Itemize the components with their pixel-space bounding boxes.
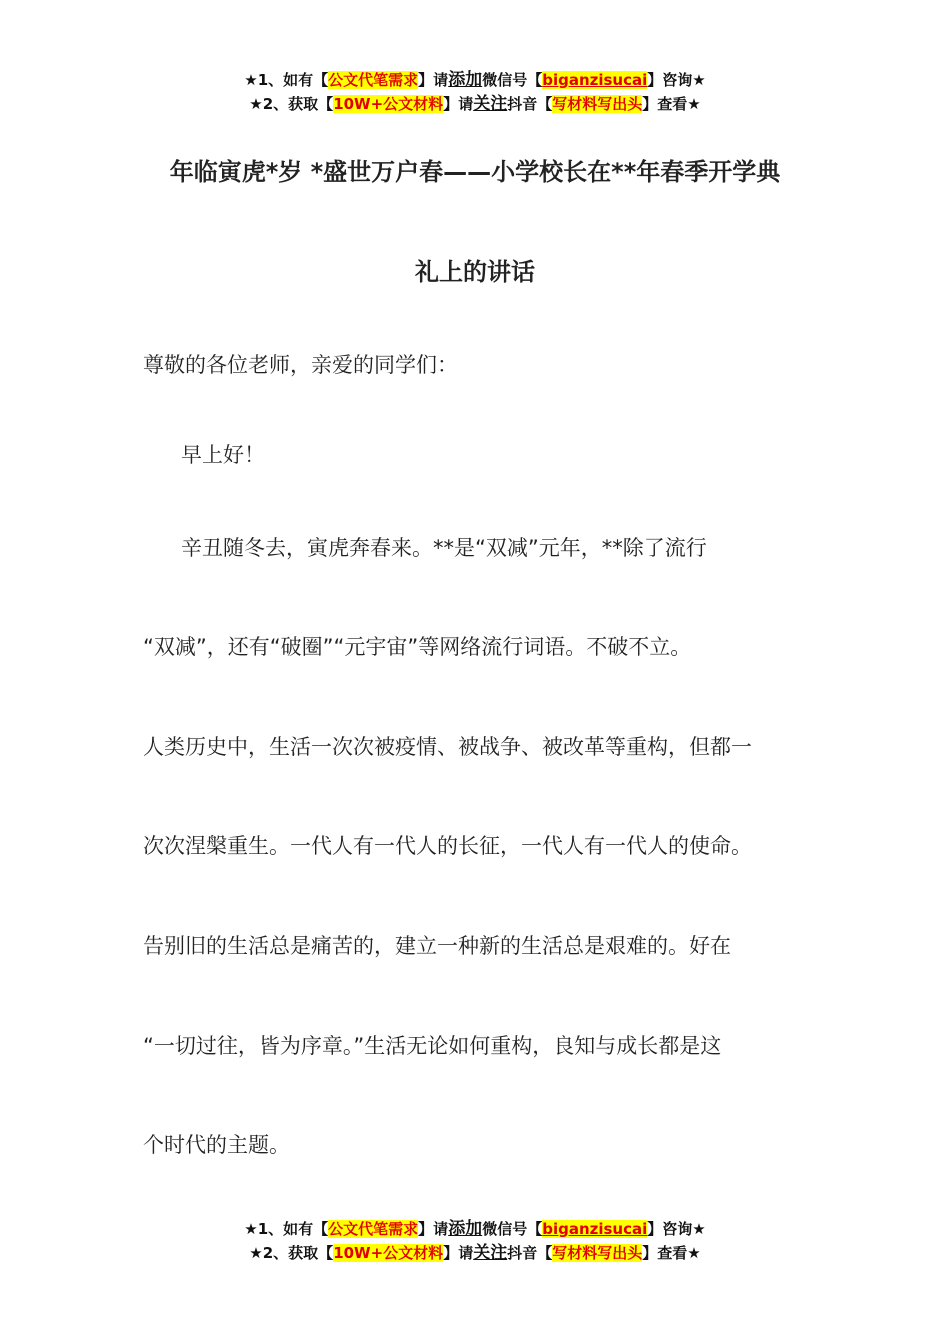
banner-text: 】查看★ bbox=[642, 1244, 701, 1262]
banner-text: 抖音【 bbox=[507, 95, 553, 113]
banner-highlight: 10W+公文材料 bbox=[333, 1244, 444, 1262]
banner-text: 微信号【 bbox=[482, 71, 543, 89]
banner-text: ★2、获取【 bbox=[249, 1244, 334, 1262]
salutation: 尊敬的各位老师，亲爱的同学们： bbox=[143, 353, 458, 377]
greeting: 早上好！ bbox=[181, 443, 265, 467]
document-title-line-1: 年临寅虎*岁 *盛世万户春——小学校长在**年春季开学典 bbox=[169, 158, 781, 186]
body-line: 次次涅槃重生。一代人有一代人的长征，一代人有一代人的使命。 bbox=[143, 834, 752, 858]
banner-text: 抖音【 bbox=[507, 1244, 553, 1262]
body-line: “双减”，还有“破圈”“元宇宙”等网络流行词语。不破不立。 bbox=[143, 635, 692, 659]
banner-highlight: 10W+公文材料 bbox=[333, 95, 444, 113]
banner-text: 】请 bbox=[443, 1244, 474, 1262]
banner-line-2 bbox=[0, 1241, 950, 1265]
banner-text: 】请 bbox=[418, 71, 449, 89]
banner-highlight: 写材料写出头 bbox=[552, 95, 643, 113]
banner-emphasis: 关注 bbox=[473, 94, 508, 114]
footer-banner bbox=[0, 1217, 950, 1265]
banner-highlight: 公文代笔需求 bbox=[328, 1220, 419, 1238]
banner-text: ★2、获取【 bbox=[249, 95, 334, 113]
banner-emphasis: 添加 bbox=[448, 1219, 483, 1239]
body-line: 人类历史中，生活一次次被疫情、被战争、被改革等重构，但都一 bbox=[143, 735, 752, 759]
banner-highlight: 写材料写出头 bbox=[552, 1244, 643, 1262]
banner-text: 】请 bbox=[443, 95, 474, 113]
banner-line-1 bbox=[0, 68, 950, 92]
banner-highlight: 公文代笔需求 bbox=[328, 71, 419, 89]
header-banner bbox=[0, 68, 950, 116]
banner-text: 微信号【 bbox=[482, 1220, 543, 1238]
banner-text: 】咨询★ bbox=[647, 71, 706, 89]
wechat-id-link[interactable]: biganzisucai bbox=[542, 1220, 648, 1238]
banner-emphasis: 关注 bbox=[473, 1243, 508, 1263]
wechat-id-link[interactable]: biganzisucai bbox=[542, 71, 648, 89]
body-line: 辛丑随冬去，寅虎奔春来。**是“双减”元年，**除了流行 bbox=[181, 536, 707, 560]
banner-line-2 bbox=[0, 92, 950, 116]
body-line: 告别旧的生活总是痛苦的，建立一种新的生活总是艰难的。好在 bbox=[143, 934, 731, 958]
body-line: “一切过往，皆为序章。”生活无论如何重构，良知与成长都是这 bbox=[143, 1034, 722, 1058]
banner-text: 】查看★ bbox=[642, 95, 701, 113]
body-line: 个时代的主题。 bbox=[143, 1133, 290, 1157]
banner-line-1 bbox=[0, 1217, 950, 1241]
banner-text: ★1、如有【 bbox=[244, 71, 329, 89]
banner-text: 】请 bbox=[418, 1220, 449, 1238]
banner-text: ★1、如有【 bbox=[244, 1220, 329, 1238]
banner-emphasis: 添加 bbox=[448, 70, 483, 90]
banner-text: 】咨询★ bbox=[647, 1220, 706, 1238]
document-title-line-2: 礼上的讲话 bbox=[415, 258, 535, 286]
